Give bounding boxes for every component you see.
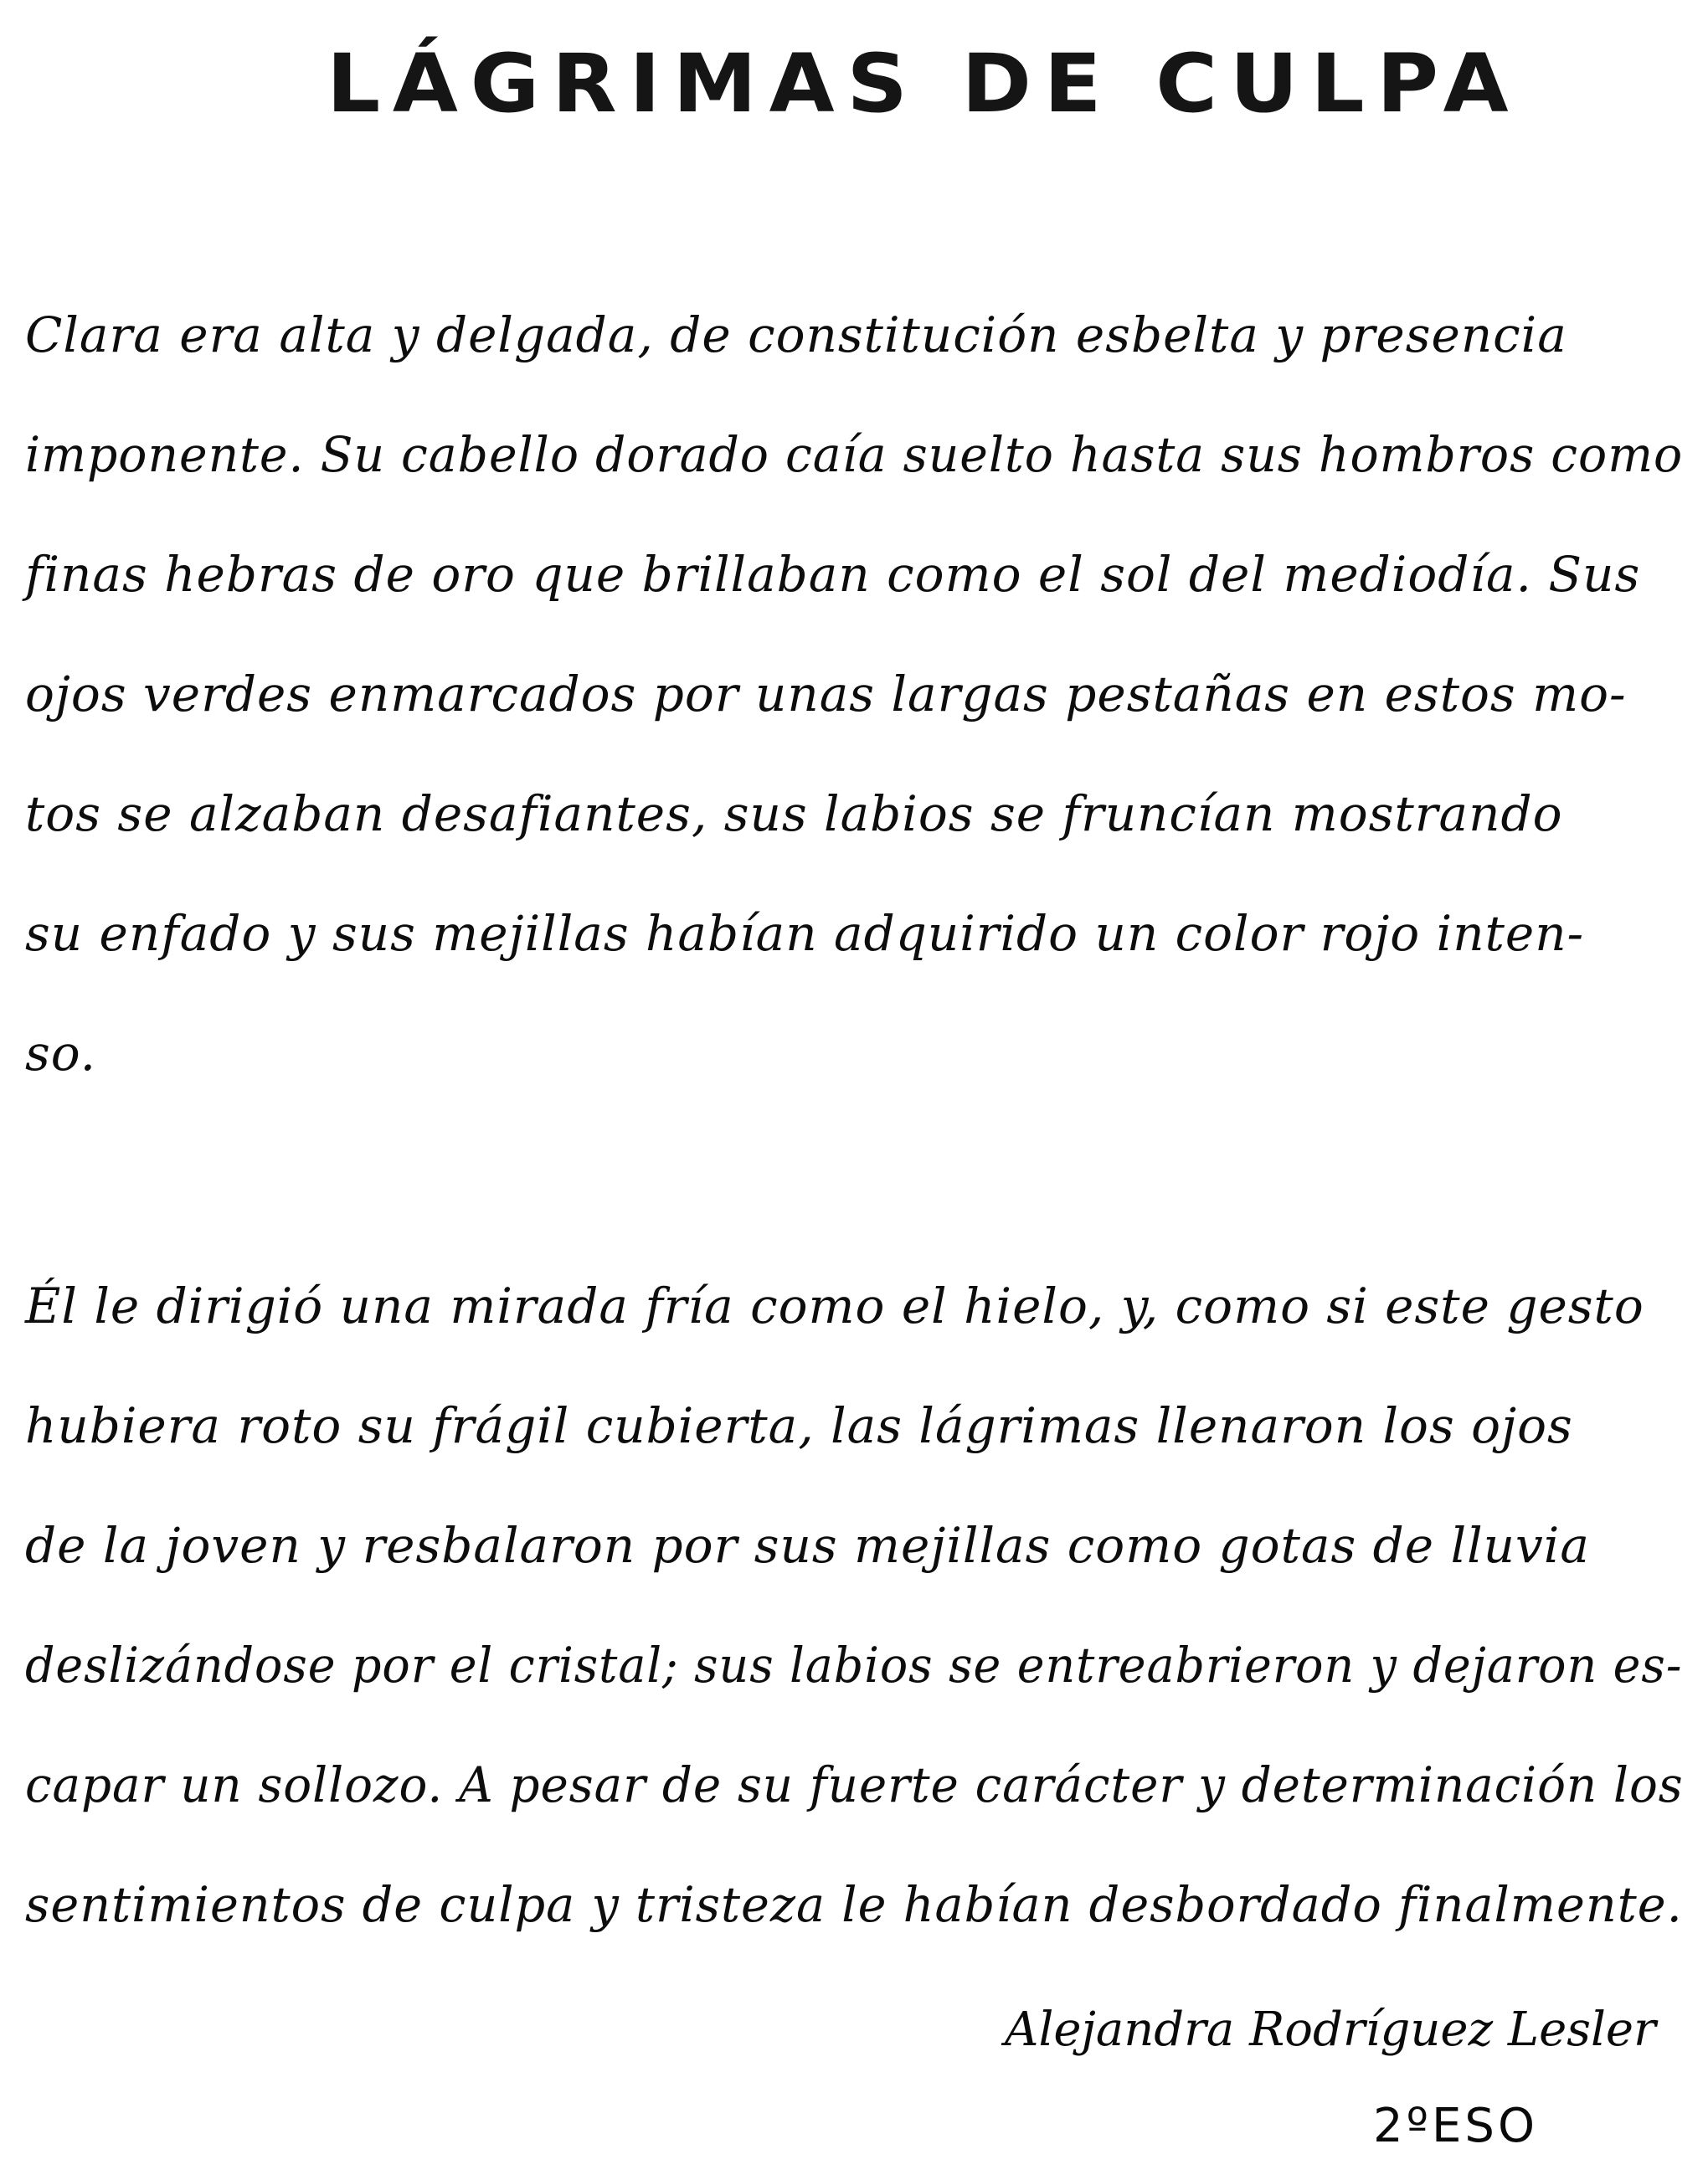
text-line: Él le dirigió una mirada fría como el hielo, y, como si este gesto bbox=[25, 1278, 1644, 1334]
author-signature: Alejandra Rodríguez Lesler bbox=[1005, 2003, 1656, 2057]
course-label: 2ºESO bbox=[1373, 2099, 1539, 2153]
text-line: finas hebras de oro que brillaban como el sol del mediodía. Sus bbox=[25, 546, 1641, 603]
text-line: capar un sollozo. A pesar de su fuerte carácter y determinación los bbox=[25, 1756, 1684, 1813]
page-title: LÁGRIMAS DE CULPA bbox=[327, 37, 1521, 131]
text-line: su enfado y sus mejillas habían adquirido un color rojo inten- bbox=[25, 905, 1585, 962]
text-line: de la joven y resbalaron por sus mejillas como gotas de lluvia bbox=[25, 1517, 1590, 1574]
text-line: Clara era alta y delgada, de constitución esbelta y presencia bbox=[25, 306, 1567, 363]
text-line: so. bbox=[25, 1025, 97, 1082]
text-line: tos se alzaban desafiantes, sus labios se fruncían mostrando bbox=[25, 785, 1563, 842]
text-line: sentimientos de culpa y tristeza le habían desbordado finalmente. bbox=[25, 1876, 1683, 1933]
text-line: hubiera roto su frágil cubierta, las lágrimas llenaron los ojos bbox=[25, 1397, 1573, 1454]
text-line: imponente. Su cabello dorado caía suelto hasta sus hombros como bbox=[25, 426, 1684, 483]
text-line: ojos verdes enmarcados por unas largas pestañas en estos mo- bbox=[25, 666, 1627, 722]
text-line: deslizándose por el cristal; sus labios se entreabrieron y dejaron es- bbox=[25, 1637, 1683, 1694]
